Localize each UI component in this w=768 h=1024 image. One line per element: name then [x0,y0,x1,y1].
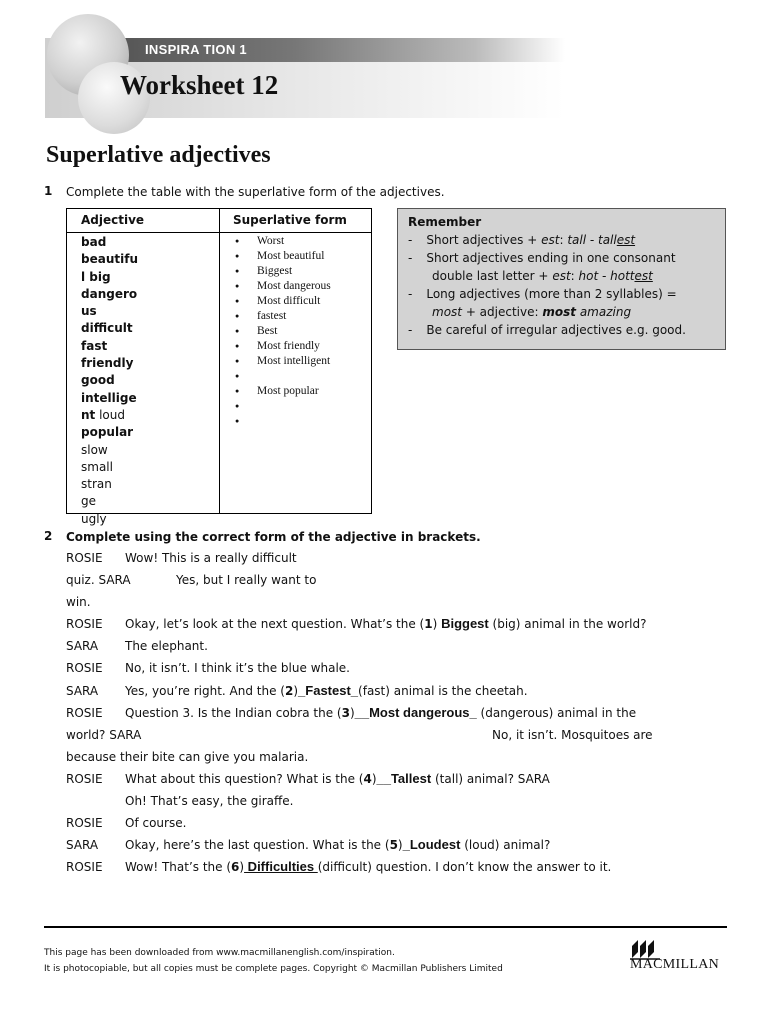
dialogue-line: world? SARA [66,728,142,742]
line-text: Wow! That’s the ( [125,860,232,874]
speaker-label: ROSIE [66,860,103,874]
gap-number: 4 [363,772,372,786]
adjective-item [81,476,151,493]
superlative-text: fastest [257,310,287,323]
superlative-text: Most dangerous [257,280,331,293]
remember-rule-cont [432,269,653,283]
gap-number: 3 [341,706,350,720]
superlative-item [235,399,331,414]
adjective-item [81,269,151,286]
adjective-item [81,251,151,268]
dialogue-line [125,771,550,786]
adjective-text: good [81,373,115,388]
rule-text: : [559,233,568,247]
gap-number: 1 [424,617,433,631]
adjective-text: ugly [81,511,107,526]
adjective-item [81,320,151,337]
superlative-item [235,414,331,429]
line-text: ) [397,838,403,852]
rule-em: est [541,233,560,247]
line-text: What about this question? What is the ( [125,772,364,786]
bullet-icon: ● [235,282,240,290]
superlative-text: Most friendly [257,340,320,353]
rule-text: : [570,269,579,283]
dialogue-line: No, it isn’t. Mosquitoes are [492,728,653,742]
remember-rule [408,287,677,301]
adjective-text: us [81,304,97,319]
gap-number: 2 [285,684,294,698]
section-title: Superlative adjectives [46,142,271,168]
superlative-text: Best [257,325,278,338]
rule-example: amazing [576,305,632,319]
bullet-icon: ● [235,402,240,410]
rule-em: est [552,269,571,283]
adjective-text: friendly [81,356,134,371]
line-text: (difficult) question. I don’t know the answer to it. [317,860,612,874]
adjective-table [66,208,372,526]
adjective-text: ge [81,494,96,509]
rule-example: tall - tall [567,233,617,247]
adjective-text: small [81,459,113,474]
superlative-item [235,339,331,354]
speaker-label: SARA [66,639,99,653]
adjective-item [81,511,151,528]
speaker-label: ROSIE [66,551,103,565]
line-text: ) [371,772,377,786]
superlative-text: Biggest [257,265,293,278]
superlative-text: Worst [257,235,285,248]
speaker-label: ROSIE [66,816,103,830]
line-text: Okay, let’s look at the next question. What’s the ( [125,617,425,631]
dialogue-line: because their bite can give you malaria. [66,750,309,764]
dialogue-line: The elephant. [125,639,208,653]
line-text: Yes, you’re right. And the ( [125,684,285,698]
rule-example-bold: most [542,305,576,319]
dialogue-line [125,837,550,852]
speaker-label: ROSIE [66,706,103,720]
line-text: ) [432,617,442,631]
line-text: (loud) animal? [460,838,551,852]
dash: - [408,233,413,247]
superlative-column [235,234,331,429]
bullet-icon: ● [235,297,240,305]
dialogue-line: Yes, but I really want to [176,573,317,587]
adjective-item [81,338,151,355]
speaker-label: SARA [66,684,99,698]
adjective-item [81,407,151,424]
superlative-item [235,324,331,339]
line-text: (fast) animal is the cheetah. [358,684,528,698]
answer-text: Biggest [441,616,489,631]
bullet-icon: ● [235,372,240,380]
superlative-text: Most beautiful [257,250,325,263]
adjective-text: intellige [81,390,137,405]
remember-rule-cont [432,305,631,319]
table-header-adjective: Adjective [81,213,145,227]
answer-text: Difficulties [244,859,318,874]
adjective-item [81,493,151,510]
line-text: (tall) animal? SARA [431,772,550,786]
publisher-name: MACMILLAN [630,957,720,972]
adjective-text: beautifu [81,252,138,267]
table-header-superlative: Superlative form [233,213,347,227]
rule-text: Short adjectives ending in one consonant [426,251,676,265]
dash: - [408,287,413,301]
adjective-column [81,234,151,528]
speaker-label: SARA [66,838,99,852]
speaker-label: ROSIE [66,772,103,786]
superlative-text: Most difficult [257,295,321,308]
bullet-icon: ● [235,327,240,335]
remember-rule [408,323,686,337]
bullet-icon: ● [235,357,240,365]
dialogue-line: Oh! That’s easy, the giraffe. [125,794,294,808]
bullet-icon: ● [235,312,240,320]
superlative-item [235,384,331,399]
bullet-icon: ● [235,387,240,395]
superlative-item [235,264,331,279]
table-divider [219,209,220,513]
rule-text: double last letter + [432,269,553,283]
speaker-label: ROSIE [66,617,103,631]
rule-text: + adjective: [462,305,543,319]
remember-rule [408,251,676,265]
dash: - [408,323,413,337]
dialogue-line [125,616,646,631]
bullet-icon: ● [235,237,240,245]
superlative-text: Most intelligent [257,355,331,368]
dialogue-line [125,859,611,874]
bullet-icon: ● [235,417,240,425]
gap-number: 5 [389,838,398,852]
rule-example-ending: est [616,233,636,247]
adjective-text: l big [81,269,111,284]
superlative-item [235,294,331,309]
gap-number: 6 [231,860,240,874]
answer-text: __Tallest [376,771,432,786]
adjective-item [81,303,151,320]
bullet-icon: ● [235,252,240,260]
adjective-text: stran [81,477,112,492]
line-text: (dangerous) animal in the [476,706,637,720]
dialogue-line [125,683,528,698]
adjective-item [81,286,151,303]
superlative-item [235,309,331,324]
remember-box [397,208,726,350]
line-text: Okay, here’s the last question. What is the ( [125,838,390,852]
adjective-item [81,372,151,389]
adjective-text: popular [81,425,134,440]
line-text: ) [349,706,355,720]
adjective-text: loud [95,407,125,422]
line-text: Question 3. Is the Indian cobra the ( [125,706,342,720]
rule-text: Be careful of irregular adjectives e.g. good. [426,323,686,337]
dialogue-line [125,705,636,720]
table-divider [67,232,371,233]
adjective-item [81,234,151,251]
adjective-text: nt [81,407,96,422]
footer-download-note: This page has been downloaded from www.macmillanenglish.com/inspiration. [44,948,395,958]
adjective-text: slow [81,442,108,457]
adjective-item [81,459,151,476]
worksheet-title: Worksheet 12 [120,70,279,100]
bullet-icon: ● [235,342,240,350]
superlative-item [235,369,331,384]
rule-em: most [432,305,462,319]
answer-text: _Fastest_ [298,683,359,698]
line-text: ) [239,860,245,874]
bullet-icon: ● [235,267,240,275]
line-text: (big) animal in the world? [488,617,647,631]
rule-text: Short adjectives + [426,233,542,247]
remember-rule [408,233,635,247]
answer-text: _Loudest [402,837,461,852]
rule-example-ending: est [634,269,653,283]
dialogue-line: quiz. SARA [66,573,131,587]
dialogue-line: Of course. [125,816,187,830]
exercise-instruction: Complete using the correct form of the adjective in brackets. [66,530,481,544]
footer-copyright: It is photocopiable, but all copies must be complete pages. Copyright © Macmillan Publishers Limited [44,964,503,974]
answer-text: __Most dangerous_ [354,705,477,720]
dialogue-line: No, it isn’t. I think it’s the blue whale. [125,661,350,675]
dialogue-line: Wow! This is a really difficult [125,551,297,565]
adjective-text: fast [81,338,108,353]
rule-example: hot - hott [578,269,635,283]
superlative-item [235,249,331,264]
rule-text: Long adjectives (more than 2 syllables) = [426,287,677,301]
speaker-label: ROSIE [66,661,103,675]
exercise-instruction: Complete the table with the superlative form of the adjectives. [66,185,445,199]
exercise-number: 1 [44,184,53,198]
adjective-item [81,355,151,372]
adjective-item [81,442,151,459]
adjective-item [81,424,151,441]
dialogue-line: win. [66,595,91,609]
superlative-text: Most popular [257,385,319,398]
exercise-number: 2 [44,529,53,543]
superlative-item [235,234,331,249]
adjective-text: difficult [81,321,133,336]
footer-rule [44,926,727,928]
adjective-item [81,390,151,407]
remember-title: Remember [408,215,482,229]
adjective-text: bad [81,235,107,249]
adjective-text: dangero [81,286,138,301]
dash: - [408,251,413,265]
line-text: ) [293,684,299,698]
series-title: INSPIRA TION 1 [145,42,247,57]
superlative-item [235,279,331,294]
superlative-item [235,354,331,369]
